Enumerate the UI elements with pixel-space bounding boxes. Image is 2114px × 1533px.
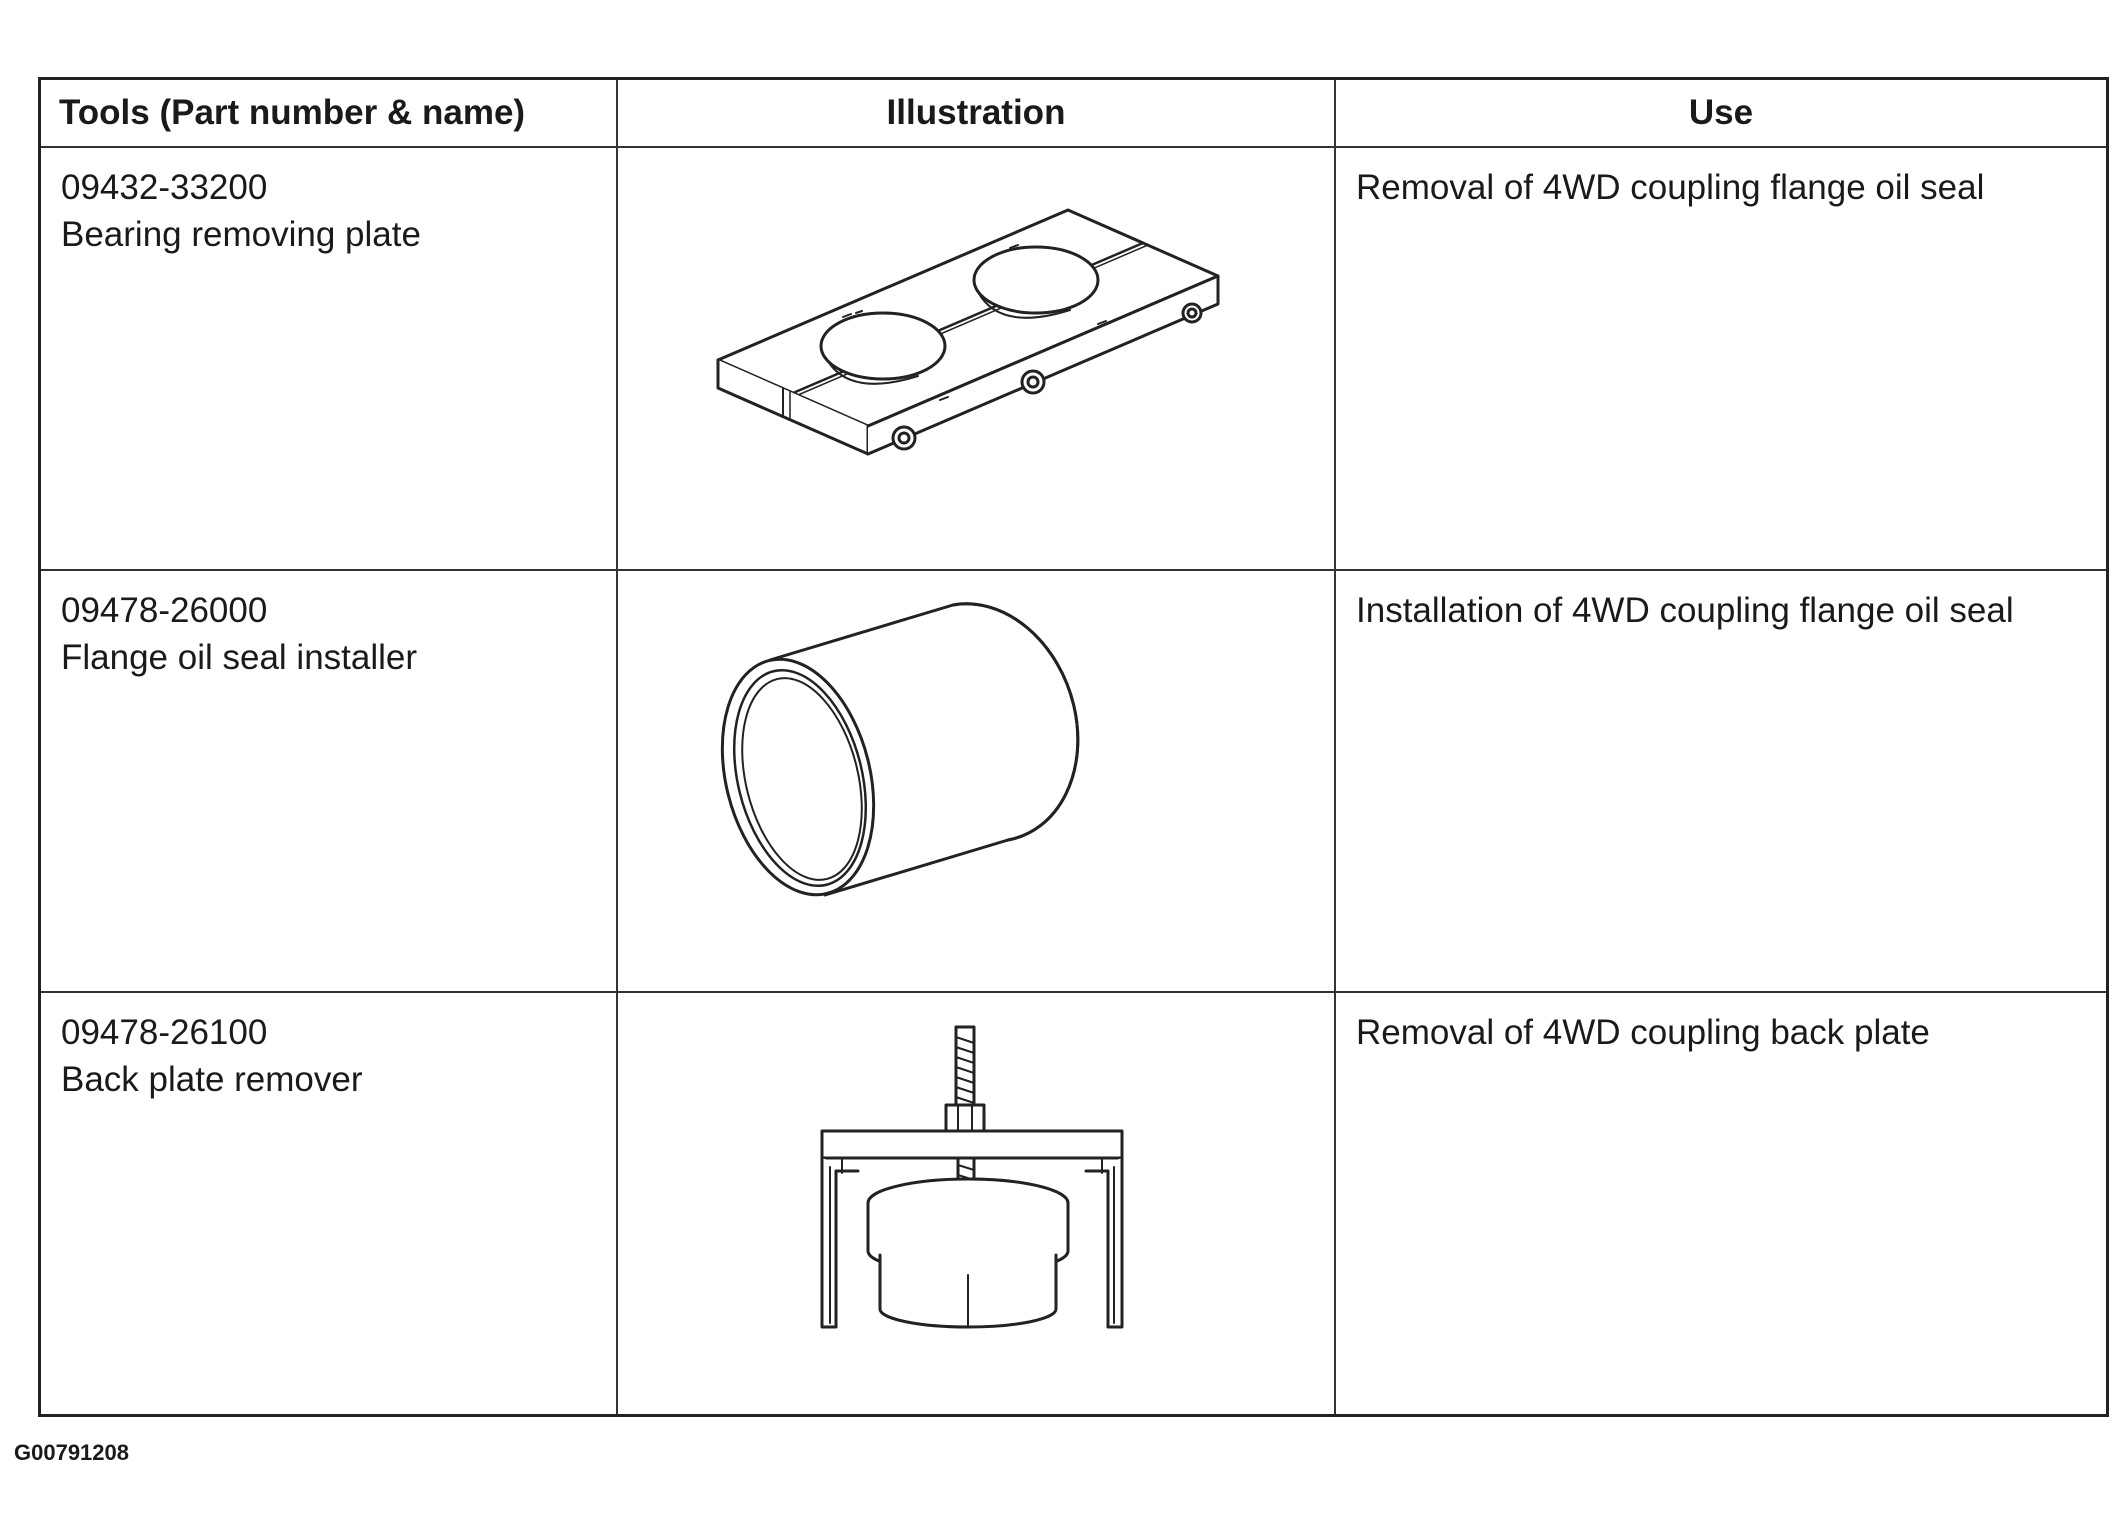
tool-cell [40, 992, 618, 1415]
illustration-cell [617, 570, 1335, 993]
tool-cell [40, 147, 618, 570]
special-tools-table [38, 77, 2109, 1417]
table-row [40, 147, 2108, 570]
tool-name: Bearing removing plate [61, 215, 421, 254]
table-header-row [40, 79, 2108, 148]
header-illustration: Illustration [617, 79, 1335, 148]
tool-name: Back plate remover [61, 1060, 363, 1100]
table-row [40, 570, 2108, 993]
flange-oil-seal-installer-icon [618, 571, 1334, 991]
tool-cell [40, 570, 618, 993]
use-cell [1335, 992, 2108, 1415]
use-cell [1335, 570, 2108, 993]
illustration-cell [617, 147, 1335, 570]
header-tools: Tools (Part number & name) [40, 79, 618, 148]
bearing-removing-plate-icon [618, 148, 1334, 568]
back-plate-remover-icon [618, 993, 1334, 1413]
header-use: Use [1335, 79, 2108, 148]
use-text: Installation of 4WD coupling flange oil seal [1356, 590, 2014, 630]
use-cell [1335, 147, 2108, 570]
use-text: Removal of 4WD coupling back plate [1356, 1013, 1930, 1053]
part-number: 09432-33200 [61, 168, 268, 207]
part-number: 09478-26100 [61, 1013, 268, 1053]
tool-name: Flange oil seal installer [61, 637, 418, 677]
illustration-cell [617, 992, 1335, 1415]
use-text: Removal of 4WD coupling flange oil seal [1356, 168, 1985, 207]
table-row [40, 992, 2108, 1415]
figure-id: G00791208 [14, 1440, 129, 1465]
part-number: 09478-26000 [61, 590, 268, 630]
